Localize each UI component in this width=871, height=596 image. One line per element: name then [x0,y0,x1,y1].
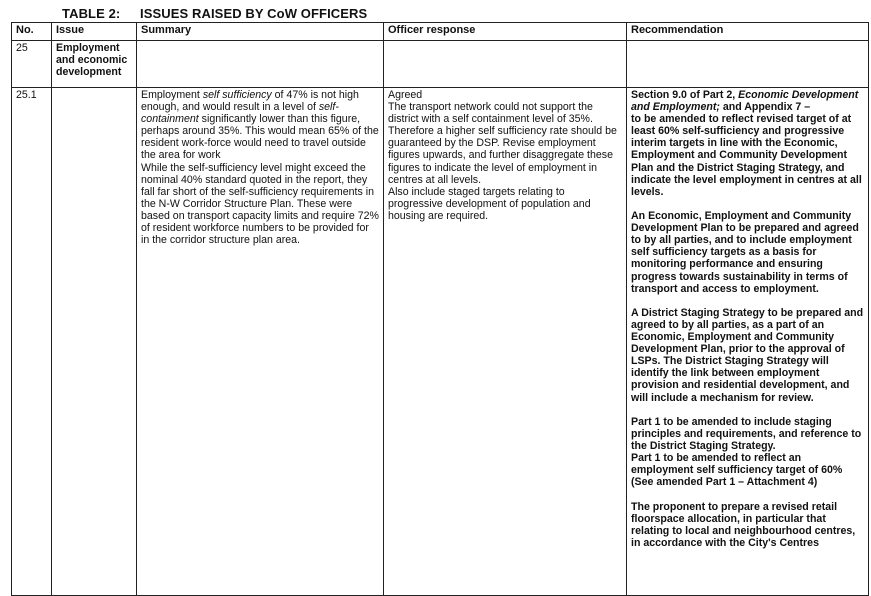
issues-table [11,22,869,596]
col-header-recommendation: Recommendation [627,23,869,41]
cell-issue [52,88,137,596]
table-row [12,88,869,596]
cell-no: 25.1 [12,88,52,596]
cell-issue: Employment and economic development [52,41,137,88]
response-paragraph: The transport network could not support the district with a self containment level of 35%. Therefore a higher self sufficiency rate should be guaranteed by the DSP. Revise employment figures upwards, and further disaggregate these figures to indicate the level of employment in centres at all levels. [388,101,617,186]
cell-recommendation [627,88,869,596]
recommendation-paragraph: An Economic, Employment and Community Development Plan to be prepared and agreed to by all parties, and to include employment self sufficiency targets as a basis for monitoring performance and ensuring progress towards sustainability in terms of transport and access to employment. [631,210,859,295]
cell-officer-response [384,88,627,596]
recommendation-paragraph: Section 9.0 of Part 2, Economic Development and Employment; and Appendix 7 – to be amended to reflect revised target of at least 60% self-sufficiency and progressive interim targets in line with the Economic, Employment and Community Development Plan and the District Staging Strategy, and indicate the level employment in centres at all levels. [631,89,862,198]
table-row [12,41,869,88]
recommendation-paragraph: The proponent to prepare a revised retail floorspace allocation, in particular that relating to local and neighbourhood centres, in accordance with the City's Centres [631,500,856,549]
recommendation-paragraph: A District Staging Strategy to be prepared and agreed to by all parties, as a part of an Economic, Employment and Community Development Plan, prior to the approval of LSPs. The District Staging Strategy will identify the link between employment provision and residential development, and will include a mechanism for review. [631,306,864,404]
table-heading: ISSUES RAISED BY CoW OFFICERS [140,6,368,21]
cell-summary [137,41,384,88]
table-title [62,6,367,21]
col-header-issue: Issue [52,23,137,41]
header-row [12,23,869,41]
recommendation-paragraph: Part 1 to be amended to include staging principles and requirements, and reference to the District Staging Strategy. Part 1 to be amended to reflect an employment self sufficiency target of 60% (See amended Part 1 – Attachment 4) [631,415,862,489]
response-paragraph: Also include staged targets relating to progressive development of population and housing are required. [388,185,591,222]
col-header-summary: Summary [137,23,384,41]
col-header-no: No. [12,23,52,41]
cell-summary [137,88,384,596]
cell-recommendation [627,41,869,88]
col-header-officer-response: Officer response [384,23,627,41]
cell-officer-response [384,41,627,88]
cell-no: 25 [12,41,52,88]
summary-paragraph: Employment self sufficiency of 47% is not high enough, and would result in a level of self-containment significantly lower than this figure, perhaps around 35%. This would mean 65% of the resident work-force would need to travel outside the area for work [141,89,379,162]
table-number: TABLE 2: [62,6,121,21]
response-paragraph: Agreed [388,89,423,101]
summary-paragraph: While the self-sufficiency level might exceed the nominal 40% standard quoted in the report, they fall far short of the self-sufficiency requirements in the N-W Corridor Structure Plan. These were based on transport capacity limits and require 72% of resident workforce numbers to be provided for in the corridor structure plan area. [141,161,379,247]
